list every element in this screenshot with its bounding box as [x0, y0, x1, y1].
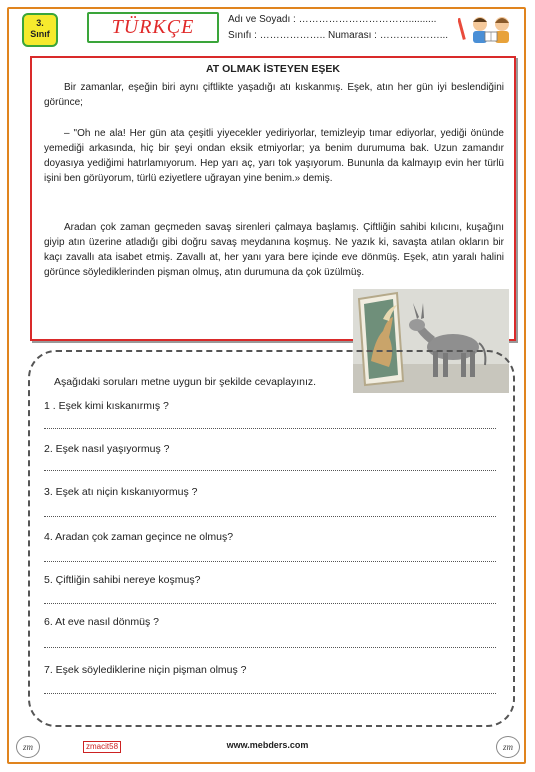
children-reading-illustration — [458, 12, 520, 46]
question-7: 7. Eşek söylediklerine niçin pişman olmuş ? — [44, 664, 247, 676]
grade-number: 3. — [36, 18, 44, 28]
question-2: 2. Eşek nasıl yaşıyormuş ? — [44, 443, 170, 455]
question-6: 6. At eve nasıl dönmüş ? — [44, 616, 159, 628]
student-info — [228, 10, 454, 46]
name-field[interactable]: Adı ve Soyadı : …………………………….......... — [228, 14, 437, 25]
grade-badge — [22, 13, 58, 47]
answer-line-4[interactable] — [44, 561, 496, 562]
answer-line-3[interactable] — [44, 516, 496, 517]
question-5: 5. Çiftliğin sahibi nereye koşmuş? — [44, 574, 201, 586]
answer-line-2[interactable] — [44, 470, 496, 471]
answer-line-7[interactable] — [44, 693, 496, 694]
question-3: 3. Eşek atı niçin kıskanıyormuş ? — [44, 486, 198, 498]
answer-line-5[interactable] — [44, 603, 496, 604]
story-paragraph-2: – "Oh ne ala! Her gün ata çeşitli yiyecekler yediriyorlar, temizleyip tımar ediyorlar, yediği önünde yemediği arkasında, hiç bir şeyi ondan eksik etmiyorlar; ya benim durumuma bak. Uzun zamandır doyasıya yediğimi hatırlamıyorum. Hep yarı aç, yarı tok yaşıyorum. Bununla da kalmayıp evin her türlü işini ben görüyorum, türlü eziyetlere uğrayan yine benim.» demiş. — [44, 128, 504, 184]
zm-logo-right: zm — [496, 736, 520, 758]
questions-instruction: Aşağıdaki soruları metne uygun bir şekilde cevaplayınız. — [54, 376, 317, 388]
subject-title: TÜRKÇE — [87, 12, 219, 43]
answer-line-1[interactable] — [44, 428, 496, 429]
story-paragraph-1: Bir zamanlar, eşeğin biri aynı çiftlikte yaşadığı atı kıskanmış. Eşek, atın her gün iyi beslendiğini görünce; — [44, 82, 504, 108]
story-title: AT OLMAK İSTEYEN EŞEK — [206, 63, 340, 75]
answer-line-6[interactable] — [44, 647, 496, 648]
story-paragraph-3: Aradan çok zaman geçmeden savaş sirenleri çalmaya başlamış. Çiftliğin sahibi kılıcını, kuşağını giyip atın üzerine atladığı gibi doğru savaş meydanına koşmuş. Ne yazık ki, savaşta atılan okların bir kaçı zavallı ata isabet etmiş. Zavallı at, her yanı yara bere içinde eve dönmüş. Eşek, atın yaralı halini görünce söylediklerinden pişman olmuş, atın durumuna da çok üzülmüş. — [44, 222, 504, 278]
author-tag: zmacit58 — [83, 741, 121, 753]
zm-logo-left: zm — [16, 736, 40, 758]
class-number-field[interactable]: Sınıfı : ……………….. Numarası : ………………... — [228, 30, 449, 41]
site-url[interactable]: www.mebders.com — [226, 740, 309, 750]
question-1: 1 . Eşek kimi kıskanırmış ? — [44, 400, 169, 412]
grade-label: Sınıf — [30, 29, 50, 39]
question-4: 4. Aradan çok zaman geçince ne olmuş? — [44, 531, 234, 543]
